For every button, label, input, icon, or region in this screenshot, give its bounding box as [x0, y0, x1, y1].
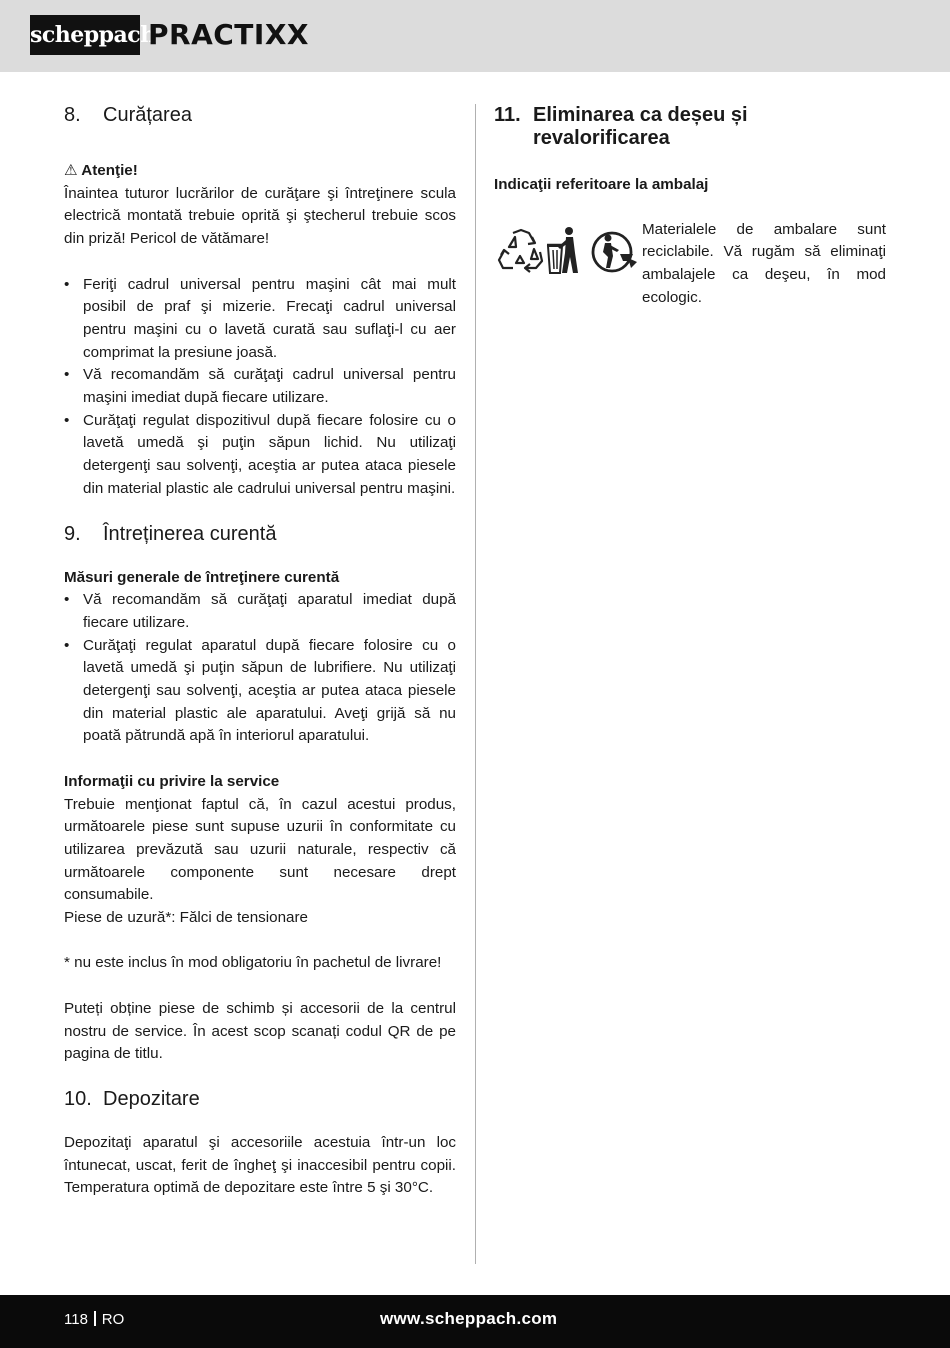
- scheppach-logo: scheppach: [30, 15, 140, 55]
- list-item: • Feriţi cadrul universal pentru maşini cât mai mult posibil de praf şi mizerie. Frecaţi cadrul universal pentru maşini cu o lavetă curată sau suflaţi-l cu aer comprimat la presiune joasă.: [64, 274, 456, 365]
- storage-text: Depozitaţi aparatul şi accesoriile acestuia într-un loc întunecat, uscat, ferit de îngheţ şi inaccesibil pentru copii. Temperatura optimă de depozitare este între 5 şi 30°C.: [64, 1133, 456, 1197]
- service-subheading: Informaţii cu privire la service: [64, 772, 280, 790]
- warning-title: ⚠ Atenţie!: [64, 162, 138, 179]
- warning-text: Înaintea tuturor lucrărilor de curăţare şi întreţinere scula electrică montată trebuie oprită şi ştecherul trebuie scos din priză! Pericol de vătămare!: [64, 184, 456, 248]
- green-dot-icon: [590, 228, 638, 276]
- recycle-icon: [496, 227, 546, 275]
- list-item: • Vă recomandăm să curăţaţi aparatul imediat după fiecare utilizare.: [64, 589, 456, 634]
- service-text: Trebuie menţionat faptul că, în cazul acestui produs, următoarele piese sunt supuse uzurii în conformitate cu utilizarea prevăzută sau uzurii naturale, respectiv că următoarele componente sunt necesare drept consumabile.: [64, 795, 456, 904]
- maintenance-list: [64, 589, 456, 748]
- maintenance-subheading: Măsuri generale de întreţinere curentă: [64, 568, 340, 586]
- spare-parts-text: Puteți obține piese de schimb și accesorii de la centrul nostru de service. În acest scop scanați codul QR de pe pagina de titlu.: [64, 999, 456, 1063]
- left-column: [64, 104, 456, 1200]
- section-9-heading: 9. Întreținerea curentă: [64, 522, 277, 545]
- trash-bin-icon: [546, 227, 586, 275]
- website-url: www.scheppach.com: [380, 1309, 558, 1328]
- list-item: • Curăţaţi regulat dispozitivul după fiecare folosire cu o lavetă umedă şi puţin săpun lichid. Nu utilizaţi detergenţi sau solvenţi, aceştia ar putea ataca piesele din material plastic ale cadrului universal pentru maşini.: [64, 410, 456, 501]
- list-item: • Curăţaţi regulat aparatul după fiecare folosire cu o lavetă umedă şi puţin săpun de lubrifiere. Nu utilizaţi detergenţi sau solvenţi, aceştia ar putea ataca piesele din material plastic ale aparatului. Aveţi grijă să nu poată pătrundă apă în interiorul aparatului.: [64, 635, 456, 749]
- packaging-text: Materialele de ambalare sunt reciclabile. Vă rugăm să eliminaţi ambalajele ca deşeu, în mod ecologic.: [642, 220, 886, 306]
- right-column: [494, 104, 886, 306]
- practixx-logo: PRACTIXX: [148, 18, 309, 51]
- section-11-heading: 11. Eliminarea ca deșeu și revalorificarea: [494, 104, 748, 149]
- wear-parts-text: Piese de uzură*: Fălci de tensionare: [64, 909, 308, 927]
- column-divider: [475, 104, 476, 1264]
- list-item: • Vă recomandăm să curăţaţi cadrul universal pentru maşini imediat după fiecare utilizare.: [64, 364, 456, 409]
- section-8-heading: 8. Curățarea: [64, 104, 192, 126]
- footnote-text: * nu este inclus în mod obligatoriu în pachetul de livrare!: [64, 954, 442, 972]
- disposal-icons: [494, 227, 640, 277]
- page-header: [0, 0, 950, 72]
- page-footer: [0, 1295, 950, 1348]
- section-10-heading: 10. Depozitare: [64, 1087, 200, 1110]
- packaging-subheading: Indicaţii referitoare la ambalaj: [494, 176, 709, 193]
- page-number: 118 RO: [64, 1311, 125, 1328]
- cleaning-list: [64, 274, 456, 501]
